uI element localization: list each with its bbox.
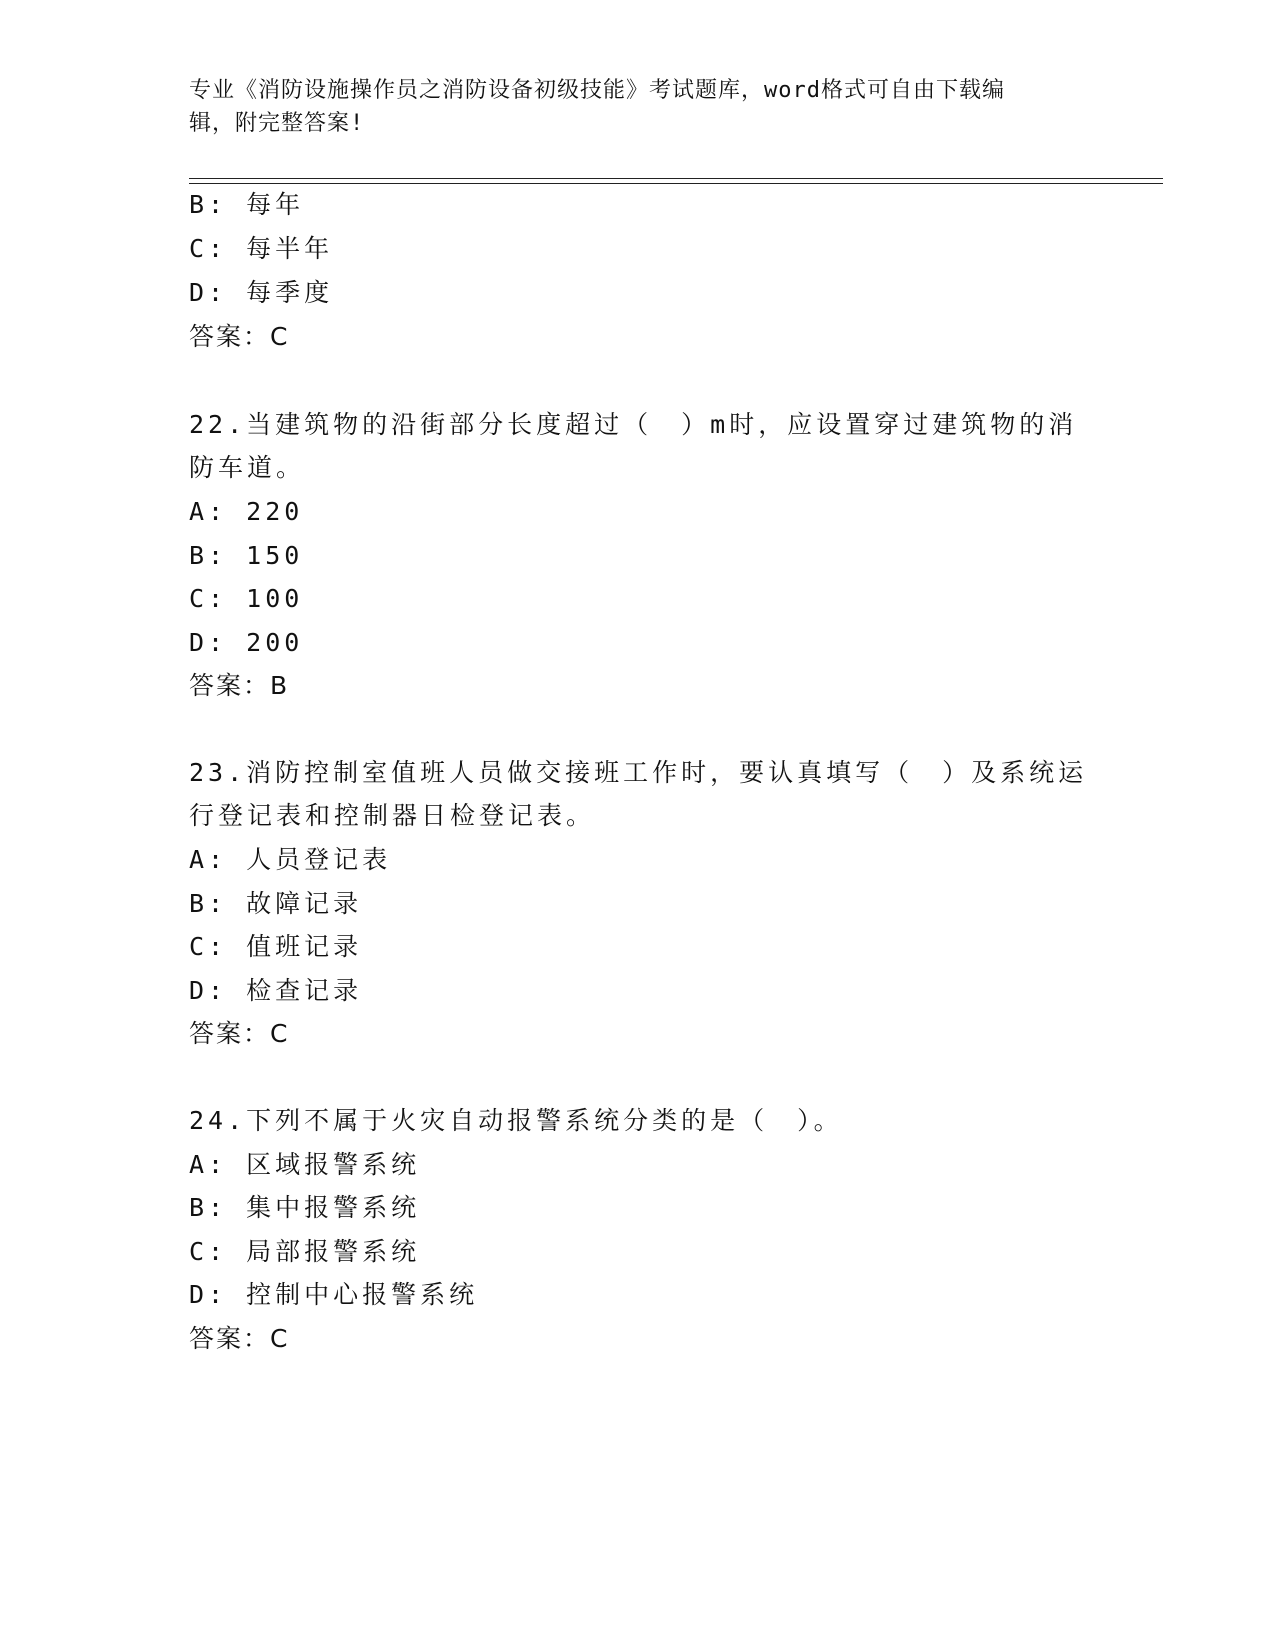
header-rule-top <box>189 178 1163 179</box>
question-24-answer: 答案：C <box>189 1324 290 1353</box>
question-22-answer: 答案：B <box>189 671 290 700</box>
question-23-option-a: A: 人员登记表 <box>189 845 392 874</box>
question-22-option-b: B: 150 <box>189 541 304 570</box>
answer-line: 答案：C <box>189 322 290 351</box>
question-23-option-d: D: 检查记录 <box>189 976 363 1005</box>
question-22-option-d: D: 200 <box>189 628 304 657</box>
question-22-option-a: A: 220 <box>189 497 304 526</box>
question-24-option-a: A: 区域报警系统 <box>189 1150 421 1179</box>
question-24-option-b: B: 集中报警系统 <box>189 1193 421 1222</box>
header-rule-bottom <box>189 183 1163 184</box>
question-22-stem-line-1: 22.当建筑物的沿街部分长度超过（ ）m时，应设置穿过建筑物的消 <box>189 410 1078 439</box>
question-23-option-c: C: 值班记录 <box>189 932 363 961</box>
question-24-option-d: D: 控制中心报警系统 <box>189 1280 479 1309</box>
option-c: C: 每半年 <box>189 234 334 263</box>
question-23-option-b: B: 故障记录 <box>189 889 363 918</box>
question-22-stem-line-2: 防车道。 <box>189 453 306 482</box>
question-23-answer: 答案：C <box>189 1019 290 1048</box>
question-23-stem-line-2: 行登记表和控制器日检登记表。 <box>189 801 596 830</box>
question-22-option-c: C: 100 <box>189 584 304 613</box>
question-23-stem-line-1: 23.消防控制室值班人员做交接班工作时，要认真填写（ ）及系统运 <box>189 758 1088 787</box>
header-line-2: 辑，附完整答案! <box>189 111 365 136</box>
question-24-stem-line-1: 24.下列不属于火灾自动报警系统分类的是（ ）。 <box>189 1106 843 1135</box>
option-d: D: 每季度 <box>189 278 334 307</box>
document-header <box>189 74 1069 140</box>
option-b: B: 每年 <box>189 190 305 219</box>
question-24-option-c: C: 局部报警系统 <box>189 1237 421 1266</box>
header-line-1: 专业《消防设施操作员之消防设备初级技能》考试题库，word格式可自由下载编 <box>189 78 1005 103</box>
